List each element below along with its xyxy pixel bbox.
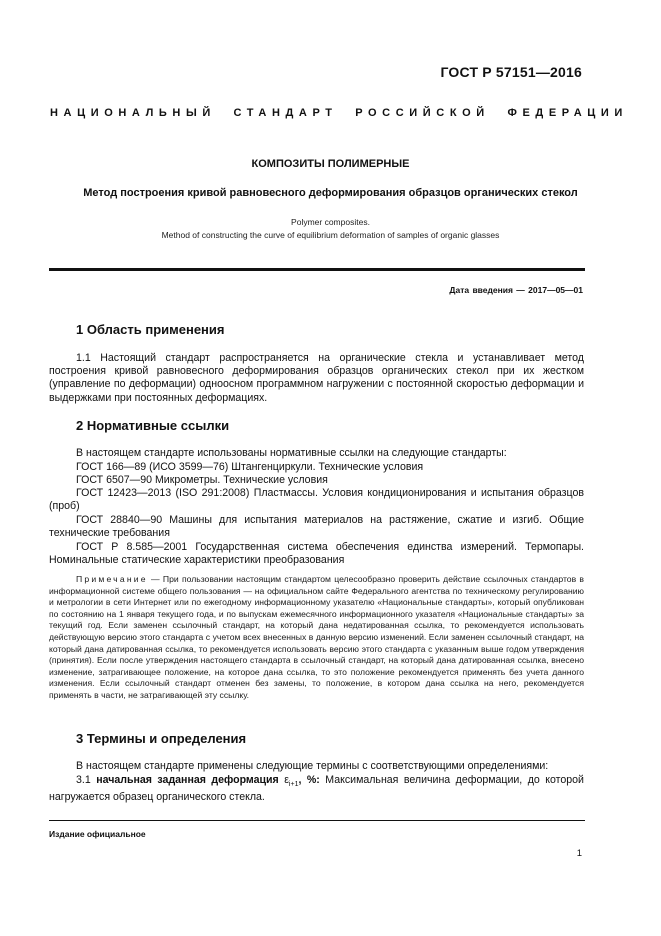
intro-date: Дата введения — 2017—05—01 <box>449 285 583 295</box>
national-standard-banner: НАЦИОНАЛЬНЫЙ СТАНДАРТ РОССИЙСКОЙ ФЕДЕРАЦИИ <box>50 107 628 119</box>
reference-item: ГОСТ Р 8.585—2001 Государственная система обеспечения единства измерений. Термопары. Номинальные статические характеристики преобразования <box>49 541 584 567</box>
section-1-heading: 1 Область применения <box>76 322 225 337</box>
section-1-paragraph: 1.1 Настоящий стандарт распространяется на органические стекла и устанавливает метод построения кривой равновесного деформирования образцов органических стекол при их жестком (управление по деформации) одноосном программном нагружении с постоянной скоростью деформации и выдержками при постоянных деформациях. <box>49 352 584 404</box>
section-2-heading: 2 Нормативные ссылки <box>76 418 230 433</box>
header-divider <box>49 268 585 271</box>
page-number: 1 <box>576 848 582 859</box>
note-label: Примечание <box>76 574 148 584</box>
edition-label: Издание официальное <box>49 829 146 839</box>
reference-item: ГОСТ 12423—2013 (ISO 291:2008) Пластмассы. Условия кондиционирования и испытания образцов (проб) <box>49 487 584 513</box>
term-name: начальная заданная деформация <box>96 774 279 786</box>
term-number: 3.1 <box>76 774 91 786</box>
section-2-intro: В настоящем стандарте использованы нормативные ссылки на следующие стандарты: <box>76 447 507 459</box>
reference-item: ГОСТ 6507—90 Микрометры. Технические условия <box>76 474 328 486</box>
term-definition-text: Максимальная величина деформации, до которой нагружается образец органического стекла. <box>49 774 584 804</box>
title-english-main: Polymer composites. <box>291 217 370 227</box>
term-symbol: ε <box>284 774 289 786</box>
term-unit: , %: <box>298 774 320 786</box>
document-code: ГОСТ Р 57151—2016 <box>440 64 582 80</box>
title-english-sub: Method of constructing the curve of equilibrium deformation of samples of organic glasses <box>161 230 500 240</box>
title-main: КОМПОЗИТЫ ПОЛИМЕРНЫЕ <box>251 158 410 170</box>
title-subtitle: Метод построения кривой равновесного деформирования образцов органических стекол <box>83 187 578 199</box>
section-3-heading: 3 Термины и определения <box>76 731 247 746</box>
footer-divider <box>49 820 585 821</box>
note-paragraph <box>49 574 584 702</box>
term-definition <box>49 774 584 805</box>
section-3-intro: В настоящем стандарте применены следующие термины с соответствующими определениями: <box>76 760 549 772</box>
reference-item: ГОСТ 28840—90 Машины для испытания материалов на растяжение, сжатие и изгиб. Общие технические требования <box>49 514 584 540</box>
title-english <box>0 216 661 242</box>
term-symbol-subscript: i+1 <box>288 781 299 789</box>
reference-item: ГОСТ 166—89 (ИСО 3599—76) Штангенциркули. Технические условия <box>76 461 424 473</box>
note-text: — При пользовании настоящим стандартом целесообразно проверить действие ссылочных стандартов в информационной системе общего пользования — на официальном сайте Федерального агентства по техническому регулированию и метрологии в сети Интернет или по ежегодному информационному указателю «Национальные стандарты», который опубликован по состоянию на 1 января текущего года, и по выпускам ежемесячного информационного указателя «Национальные стандарты» за текущий год. Если заменен ссылочный стандарт, на который дана недатированная ссылка, то рекомендуется использовать действующую версию этого стандарта с учетом всех внесенных в данную версию изменений. Если заменен ссылочный стандарт, на который дана датированная ссылка, то рекомендуется использовать версию этого стандарта с указанным выше годом утверждения (принятия). Если после утверждения настоящего стандарта в ссылочный стандарт, на который дана датированная ссылка, внесено изменение, затрагивающее положение, на которое дана ссылка, то это положение рекомендуется применять без учета данного изменения. Если ссылочный стандарт отменен без замены, то положение, в котором дана ссылка на него, рекомендуется применять в части, не затрагивающей эту ссылку. <box>49 574 584 700</box>
